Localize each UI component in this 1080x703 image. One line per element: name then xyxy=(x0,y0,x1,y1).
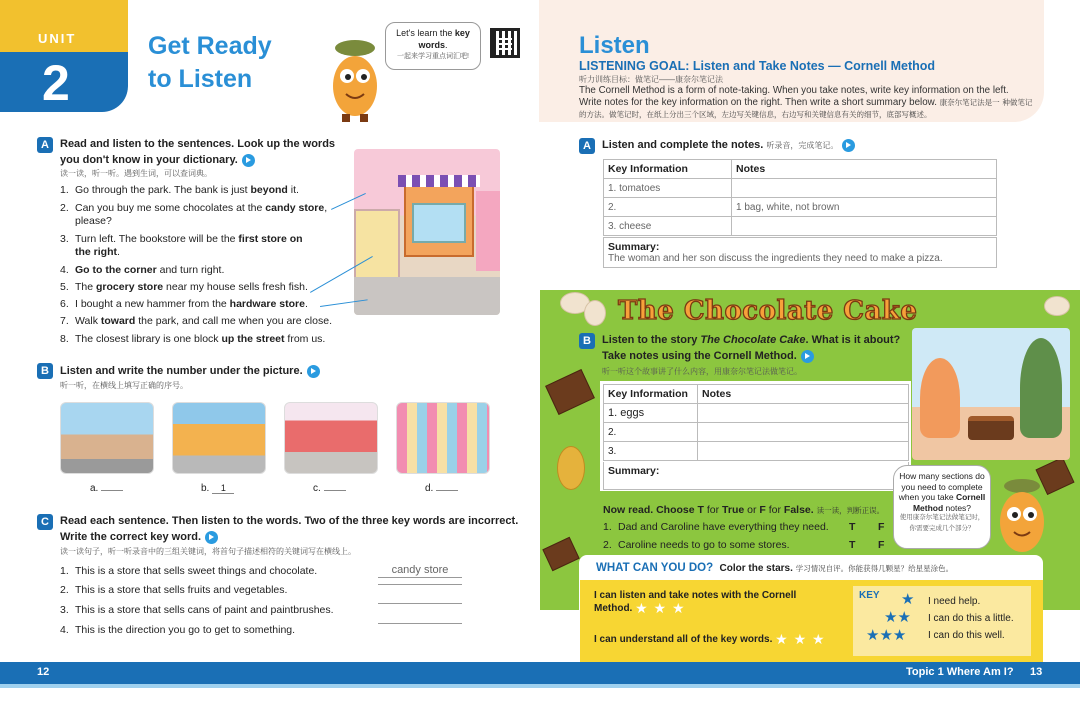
false-option[interactable]: F xyxy=(878,521,885,533)
item-text-end: and turn right. xyxy=(156,264,225,276)
dad-illustration xyxy=(1020,338,1062,438)
key-word: hardware store xyxy=(229,298,305,310)
table-cell[interactable]: 2. xyxy=(604,198,732,217)
item-number: 1. xyxy=(60,565,69,577)
right-section-b-instruction xyxy=(602,332,900,364)
table-header: Notes xyxy=(698,385,909,404)
audio-icon[interactable] xyxy=(307,365,320,378)
notes-table-b xyxy=(603,384,909,461)
hint-bubble xyxy=(893,465,991,549)
item-number: 2. xyxy=(60,584,69,596)
item-number: 7. xyxy=(60,315,69,327)
item-text-end: . xyxy=(304,298,308,310)
goal-description-text: The Cornell Method is a form of note-taking. When you take notes, write key information on the left. Write notes for the key information on the right. Then write a short summary below. xyxy=(579,85,1009,108)
section-a-badge: A xyxy=(37,137,53,153)
item-text: This is the direction you go to get to something. xyxy=(75,624,296,636)
item-number: 6. xyxy=(60,298,69,310)
true-false-instruction xyxy=(603,502,884,519)
answer-blank[interactable] xyxy=(436,490,458,491)
audio-icon[interactable] xyxy=(801,350,814,363)
girl-illustration xyxy=(920,358,960,438)
page-title xyxy=(148,30,272,96)
table-row xyxy=(604,198,997,217)
item-text-end: near my house sells fresh fish. xyxy=(163,281,308,293)
label-letter: a. xyxy=(90,483,99,494)
instruction-text: Listen to the story xyxy=(602,334,701,346)
false-option[interactable]: F xyxy=(878,539,885,551)
audio-icon[interactable] xyxy=(242,154,255,167)
item-text-end: the park, and call me when you are close. xyxy=(135,315,332,327)
tf-cn: 读一读，判断正误。 xyxy=(816,506,885,515)
label-letter: b. xyxy=(201,483,210,494)
right-section-a-instruction xyxy=(602,137,855,154)
speech-text: Let's learn the xyxy=(396,28,455,38)
can-do-1 xyxy=(594,589,824,615)
tf-bold: F xyxy=(759,504,766,516)
key-word: first store on xyxy=(238,233,303,245)
table-cell[interactable]: 3. cheese xyxy=(604,217,732,236)
awning-illustration xyxy=(398,175,480,187)
summary-box-b[interactable] xyxy=(603,462,909,490)
table-cell[interactable] xyxy=(698,442,909,461)
answer-line[interactable]: candy store xyxy=(378,564,462,578)
key-word: up the street xyxy=(221,333,285,345)
title-line-2: to Listen xyxy=(148,65,253,93)
right-section-b-cn: 听一听这个故事讲了什么内容，用康奈尔笔记法做笔记。 xyxy=(602,367,802,376)
label-letter: d. xyxy=(425,483,434,494)
item-number: 4. xyxy=(60,264,69,276)
key-row: I can do this well. xyxy=(928,630,1005,641)
hint-end: notes? xyxy=(943,502,972,513)
item-number: 1. xyxy=(60,184,69,196)
table-cell[interactable] xyxy=(698,404,909,423)
list-item xyxy=(60,264,224,277)
picture-c xyxy=(284,402,378,474)
list-item xyxy=(60,333,325,346)
tf-text: for xyxy=(765,504,784,516)
speech-bold: key xyxy=(454,28,470,38)
item-number: 3. xyxy=(60,233,69,245)
star-icon: ★ xyxy=(901,591,915,608)
tf-item xyxy=(603,521,829,533)
picture-d-label xyxy=(425,483,458,494)
item-text: This is a store that sells sweet things and chocolate. xyxy=(75,565,318,577)
list-item xyxy=(60,281,308,294)
key-word: grocery store xyxy=(96,281,164,293)
page-number-right: 13 xyxy=(1030,666,1043,678)
goal-description xyxy=(579,85,1034,121)
table-cell[interactable]: 3. xyxy=(604,442,698,461)
wcyd-sub: Color the stars. xyxy=(719,563,793,574)
table-cell[interactable] xyxy=(732,217,997,236)
title-line-1: Get Ready xyxy=(148,32,272,60)
table-header: Key Information xyxy=(604,385,698,404)
star-rating[interactable]: ★ ★ ★ xyxy=(775,631,826,647)
section-a-instruction-2: you don't know in your dictionary. xyxy=(60,154,238,166)
tf-item xyxy=(603,539,790,551)
hint-text: How many sections do you need to complete when you take xyxy=(898,471,985,502)
section-a-instruction-1: Read and listen to the sentences. Look up the words xyxy=(60,138,336,150)
section-c-item xyxy=(60,624,295,636)
instruction-text-end: . What is it about? xyxy=(805,334,901,346)
audio-icon[interactable] xyxy=(205,531,218,544)
table-row xyxy=(604,217,997,236)
instruction-italic: The Chocolate Cake xyxy=(700,334,806,346)
section-b-instruction-text: Listen and write the number under the picture. xyxy=(60,365,303,377)
key-word: toward xyxy=(100,315,136,327)
true-option[interactable]: T xyxy=(849,521,856,533)
table-header: Key Information xyxy=(604,160,732,179)
audio-icon[interactable] xyxy=(842,139,855,152)
spoon-illustration xyxy=(557,446,585,490)
key-word: candy store xyxy=(265,202,325,214)
item-number: 4. xyxy=(60,624,69,636)
item-text-end: it. xyxy=(287,184,299,196)
table-row xyxy=(604,179,997,198)
picture-d xyxy=(396,402,490,474)
tf-text: . xyxy=(810,504,814,516)
table-row xyxy=(604,404,909,423)
list-item xyxy=(60,202,327,215)
answer-blank[interactable] xyxy=(101,490,123,491)
item-number: 5. xyxy=(60,281,69,293)
tf-bold: True xyxy=(722,504,745,516)
egg-illustration xyxy=(1044,296,1070,316)
item-text: The closest library is one block xyxy=(75,333,222,345)
summary-text: The woman and her son discuss the ingredients they need to make a pizza. xyxy=(608,253,943,264)
star-rating[interactable]: ★ ★ ★ xyxy=(635,600,686,616)
cake-illustration xyxy=(968,416,1014,440)
star-icon: ★★ xyxy=(884,609,911,626)
page-number-left: 12 xyxy=(37,666,50,678)
what-can-you-do-title xyxy=(596,562,953,574)
table-row xyxy=(604,423,909,442)
item-text-end: . xyxy=(117,246,120,258)
answer-blank[interactable] xyxy=(324,490,346,491)
section-c-item xyxy=(60,565,317,577)
table-cell[interactable]: 2. xyxy=(604,423,698,442)
section-a-instruction xyxy=(60,136,335,168)
table-header: Notes xyxy=(732,160,997,179)
key-word: Go to the corner xyxy=(75,264,157,276)
section-c-badge: C xyxy=(37,514,53,530)
unit-label: UNIT xyxy=(38,31,77,46)
family-baking-illustration xyxy=(912,328,1070,460)
list-item xyxy=(60,315,332,328)
table-header-row xyxy=(604,160,997,179)
picture-a xyxy=(60,402,154,474)
section-c-item xyxy=(60,604,334,616)
star-icon: ★★★ xyxy=(866,627,907,644)
section-a-cn: 读一读，听一听。遇到生词，可以查词典。 xyxy=(60,169,212,178)
wcyd-title-text: WHAT CAN YOU DO? xyxy=(596,562,714,574)
list-item xyxy=(60,246,120,259)
answer-line[interactable] xyxy=(378,603,462,604)
shop-window xyxy=(412,203,466,243)
speech-bubble xyxy=(385,22,481,70)
label-letter: c. xyxy=(313,483,321,494)
section-c-instruction xyxy=(60,513,518,545)
section-c-instruction-2: Write the correct key word. xyxy=(60,531,202,543)
list-item xyxy=(60,298,308,311)
item-text: This is a store that sells cans of paint and paintbrushes. xyxy=(75,604,334,616)
notes-table-a xyxy=(603,159,997,236)
tf-bold: T xyxy=(697,504,704,516)
table-row xyxy=(604,442,909,461)
topic-label: Topic 1 Where Am I? xyxy=(906,666,1014,678)
can-do-2 xyxy=(594,631,826,648)
key-row: I can do this a little. xyxy=(928,613,1014,624)
table-cell[interactable]: 1 bag, white, not brown xyxy=(732,198,997,217)
section-c-cn: 读一读句子，听一听录音中的三组关键词，将首句子描述相符的关键词写在横线上。 xyxy=(60,547,356,556)
list-item xyxy=(60,215,112,228)
section-c-instruction-1: Read each sentence. Then listen to the words. Two of the three key words are incorrect. xyxy=(60,515,519,527)
story-title: The Chocolate Cake xyxy=(618,296,918,326)
key-title: KEY xyxy=(859,590,880,601)
item-text: The xyxy=(75,281,97,293)
item-text: This is a store that sells fruits and vegetables. xyxy=(75,584,288,596)
table-header-row xyxy=(604,385,909,404)
right-page-title: Listen xyxy=(579,32,650,59)
picture-b xyxy=(172,402,266,474)
section-c-item xyxy=(60,584,287,596)
item-text: Can you buy me some chocolates at the xyxy=(75,202,266,214)
answer-line[interactable] xyxy=(378,623,462,624)
footer-strip xyxy=(0,684,1080,688)
table-cell[interactable] xyxy=(732,179,997,198)
item-number: 1. xyxy=(603,521,612,533)
speech-bold-2: words xyxy=(418,40,445,50)
mascot-illustration xyxy=(992,476,1052,560)
item-text: I bought a new hammer from the xyxy=(75,298,230,310)
picture-a-label xyxy=(90,483,123,494)
tf-bold: False xyxy=(783,504,811,516)
hint-cn: 使用康奈尔笔记法做笔记时，你需要完成几个部分？ xyxy=(899,514,985,532)
listening-goal-cn: 听力训练目标：做笔记——康奈尔笔记法 xyxy=(579,75,723,84)
instruction-cn: 听录音，完成笔记。 xyxy=(766,141,839,150)
unit-tab xyxy=(0,0,128,112)
goal-description-cn: 康奈尔笔记法是一 xyxy=(939,98,1000,107)
key-word: the right xyxy=(75,246,117,258)
list-item xyxy=(60,233,303,246)
table-cell[interactable]: 1. tomatoes xyxy=(604,179,732,198)
item-number: 2. xyxy=(60,202,69,214)
answer-blank[interactable]: 1 xyxy=(212,483,234,494)
speech-cn: 一起来学习重点词汇吧! xyxy=(397,53,469,60)
list-item xyxy=(60,184,299,197)
egg-illustration xyxy=(584,300,606,326)
summary-label: Summary: xyxy=(608,465,660,477)
section-b-cn: 听一听，在横线上填写正确的序号。 xyxy=(60,381,188,390)
qr-code[interactable] xyxy=(490,28,520,58)
can-do-text: I can understand all of the key words. xyxy=(594,634,773,646)
key-row: I need help. xyxy=(928,596,981,607)
item-text: Go through the park. The bank is just xyxy=(75,184,251,196)
right-section-b-badge: B xyxy=(579,333,595,349)
section-b-instruction xyxy=(60,363,320,379)
hint-bold: Cornell Method xyxy=(912,492,986,513)
unit-number: 2 xyxy=(42,55,70,111)
instruction-text-2: Take notes using the Cornell Method. xyxy=(602,350,797,362)
right-section-a-badge: A xyxy=(579,138,595,154)
speech-end: . xyxy=(445,40,448,50)
item-text: Dad and Caroline have everything they need. xyxy=(618,521,829,533)
table-cell[interactable]: 1. eggs xyxy=(604,404,698,423)
item-number: 8. xyxy=(60,333,69,345)
listening-goal: LISTENING GOAL: Listen and Take Notes — Cornell Method xyxy=(579,59,936,73)
summary-label: Summary: xyxy=(608,241,660,253)
item-text: please? xyxy=(75,215,112,227)
wcyd-cn: 学习情况自评。你能获得几颗星？给星星涂色。 xyxy=(795,564,954,573)
tf-text: Now read. Choose xyxy=(603,504,698,516)
store-street-illustration xyxy=(354,149,500,315)
shop-illustration-right xyxy=(476,191,500,271)
shop-illustration xyxy=(354,209,400,279)
can-do-text: I can listen and take notes with the Cornell Method. xyxy=(594,590,797,615)
true-option[interactable]: T xyxy=(849,539,856,551)
summary-box-a xyxy=(603,237,997,268)
item-number: 2. xyxy=(603,539,612,551)
section-b-badge: B xyxy=(37,363,53,379)
instruction-text: Listen and complete the notes. xyxy=(602,139,764,151)
item-text: Caroline needs to go to some stores. xyxy=(618,539,790,551)
item-text-end: , xyxy=(324,202,328,214)
item-text: Turn left. The bookstore will be the xyxy=(75,233,239,245)
table-cell[interactable] xyxy=(698,423,909,442)
answer-line[interactable] xyxy=(378,584,462,585)
goal-description-cn-2: 种做笔记的方法。做笔记时，在纸上分出三个区域，左边写关键信息，右边写和关键信息有关的细节，底部写概述。 xyxy=(579,98,1033,119)
item-number: 3. xyxy=(60,604,69,616)
street-illustration xyxy=(354,277,500,315)
picture-c-label xyxy=(313,483,346,494)
mascot-illustration xyxy=(322,36,388,122)
tf-text: for xyxy=(703,504,723,516)
key-word: beyond xyxy=(250,184,288,196)
tf-text: or xyxy=(744,504,760,516)
picture-b-label xyxy=(201,483,234,494)
item-text: Walk xyxy=(75,315,101,327)
item-text-end: from us. xyxy=(284,333,326,345)
